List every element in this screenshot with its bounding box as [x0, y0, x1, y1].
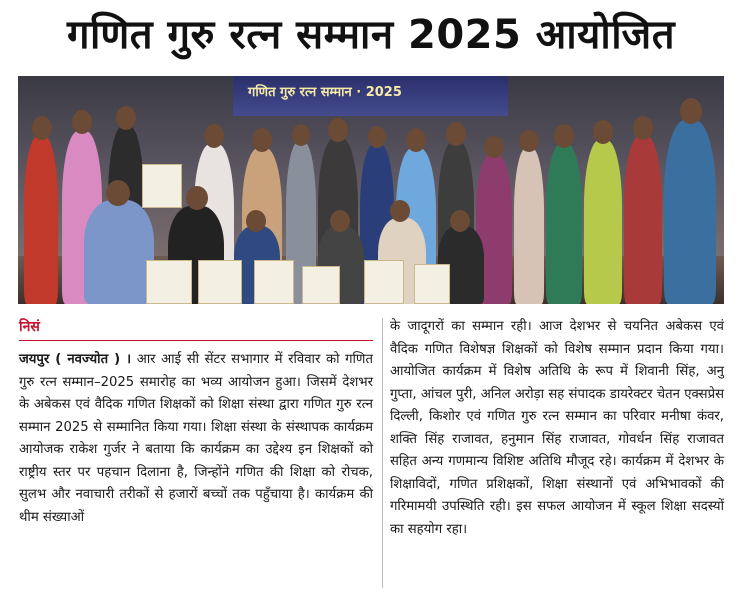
article-body-right: के जादूगरों का सम्मान रही। आज देशभर से चयनित अबेकस एवं वैदिक गणित विशेषज्ञ शिक्षकों को विशेष सम्मान प्रदान किया गया। आयोजित कार्यक्रम में विशेष अतिथि के रूप में शिवानी सिंह, अनु गुप्ता, आंचल पुरी, अनिल अरोड़ा सह संपादक डायरेक्टर चेतन एक्सप्रेस दिल्ली, किशोर एवं गणित गुरु रत्न सम्मान का परिवार मनीषा कंवर, शक्ति सिंह राजावत, हनुमान सिंह राजावत, गोवर्धन सिंह राजावत सहित अन्य गणमान्य विशिष्ट अतिथि मौजूद रहे। कार्यक्रम में देशभर के शिक्षाविदों, गणित प्रशिक्षकों, शिक्षा संस्थानों एवं अभिभावकों की गरिमामयी उपस्थिति रही। इस सफल आयोजन में स्कूल शिक्षा सदस्यों का सहयोग रहा। [390, 319, 724, 537]
person-head [368, 126, 386, 148]
dateline: जयपुर ( नवज्योत ) । [19, 352, 132, 367]
person-figure [514, 148, 544, 304]
person-head [390, 200, 410, 222]
column-divider [382, 318, 383, 588]
article-column-left [19, 316, 373, 529]
person-head [680, 98, 702, 124]
event-photo [18, 76, 724, 304]
certificate [198, 260, 242, 304]
person-head [633, 116, 653, 140]
person-figure [584, 140, 622, 304]
source-rule [19, 340, 373, 341]
article-paragraph-left [19, 349, 373, 529]
person-head [446, 122, 466, 146]
person-head [330, 210, 350, 232]
person-figure [84, 200, 154, 304]
person-head [519, 130, 539, 152]
certificate [146, 260, 192, 304]
article-body-left: आर आई सी सेंटर सभागार में रविवार को गणित गुरु रत्न सम्मान–2025 समारोह का भव्य आयोजन हुआ। जिसमें देशभर के अबेकस एवं वैदिक गणित शिक्षकों को शिक्षा संस्था द्वारा गणित गुरु रत्न सम्मान 2025 से सम्मानित किया गया। शिक्षा संस्था के संस्थापक कार्यक्रम आयोजक राकेश गुर्जर ने बताया कि कार्यक्रम का उद्देश्य इन शिक्षकों को राष्ट्रीय स्तर पर पहचान दिलाना है, जिन्होंने गणित की शिक्षा को रोचक, सुलभ और नवाचारी तरीकों से हजारों बच्चों तक पहुँचाया है। कार्यक्रम की थीम संख्याओं [19, 352, 373, 525]
person-head [406, 128, 426, 152]
stage-banner-text: गणित गुरु रत्न सम्मान · 2025 [248, 85, 402, 100]
person-head [116, 106, 136, 130]
person-head [593, 120, 613, 144]
person-head [72, 110, 92, 134]
person-head [484, 136, 504, 158]
person-figure [624, 136, 662, 304]
person-head [246, 210, 266, 232]
person-head [186, 186, 208, 210]
certificate [364, 260, 404, 304]
person-head [450, 210, 470, 232]
article-column-right [390, 316, 724, 541]
person-head [328, 118, 348, 142]
person-head [252, 128, 272, 152]
source-tag: निसं [19, 319, 40, 335]
person-figure [24, 136, 58, 304]
person-figure [546, 144, 582, 304]
certificate [302, 266, 340, 304]
person-figure [664, 120, 716, 304]
certificate [254, 260, 294, 304]
person-head [554, 124, 574, 148]
certificate [414, 264, 450, 304]
person-head [106, 180, 130, 206]
person-head [292, 124, 310, 146]
headline: गणित गुरु रत्न सम्मान 2025 आयोजित [66, 12, 676, 58]
person-head [204, 124, 224, 148]
person-head [32, 116, 52, 140]
certificate [142, 164, 182, 208]
